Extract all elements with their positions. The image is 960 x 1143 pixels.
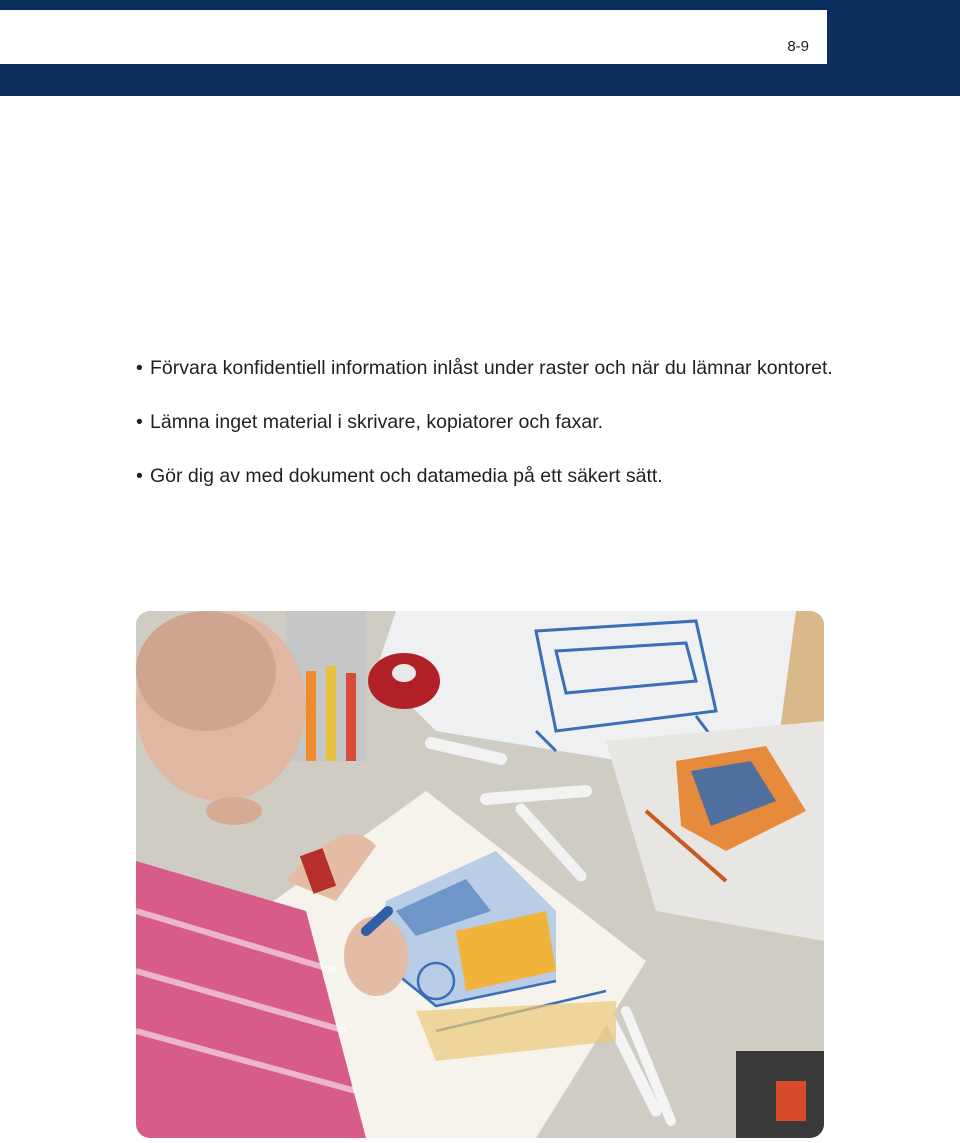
bullet-text: Lämna inget material i skrivare, kopiatorer och faxar. xyxy=(150,411,604,433)
photo-illustration xyxy=(136,611,824,1138)
bullet-text: Förvara konfidentiell information inlåst under raster och när du lämnar kontoret. xyxy=(150,357,833,379)
bullet-dot: • xyxy=(136,411,143,433)
bullet-item xyxy=(136,354,836,382)
bullet-dot: • xyxy=(136,357,143,379)
designer-sketching-truck-photo xyxy=(136,611,824,1138)
tape-roll xyxy=(368,653,440,709)
tool-box-red-part xyxy=(776,1081,806,1121)
bullet-item xyxy=(136,408,836,436)
bullet-item xyxy=(136,462,836,490)
bullet-dot: • xyxy=(136,465,143,487)
bullet-list xyxy=(136,354,836,516)
bullet-text: Gör dig av med dokument och datamedia på ett säkert sätt. xyxy=(150,465,663,487)
header-box xyxy=(0,9,828,65)
page-number: 8-9 xyxy=(787,38,809,55)
